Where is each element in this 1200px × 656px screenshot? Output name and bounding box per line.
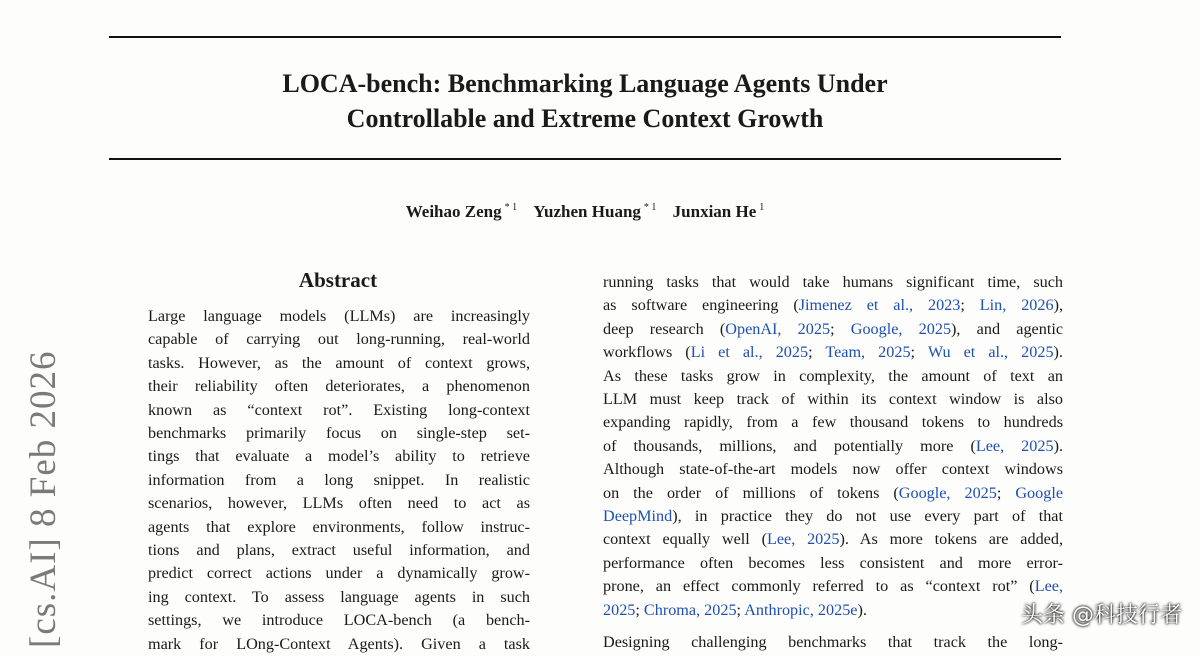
abstract-line: Large language models (LLMs) are increasingly	[148, 307, 530, 325]
intro-line	[603, 271, 1063, 294]
intro-text: as software engineering (	[603, 296, 799, 315]
intro-text: ;	[635, 600, 644, 619]
intro-text: performance often becomes less consistent and more error-	[603, 553, 1063, 572]
citation-link[interactable]: Li et al., 2025	[690, 343, 809, 362]
intro-line	[603, 458, 1063, 481]
abstract-line: tasks. However, as the amount of context grows,	[148, 353, 530, 372]
abstract-line: scenarios, however, LLMs often need to act as	[148, 494, 530, 513]
citation-link[interactable]: Google, 2025	[898, 483, 997, 502]
intro-text: ), and agentic	[951, 319, 1063, 338]
intro-line	[603, 388, 1063, 411]
intro-text: ). As more tokens are added,	[839, 530, 1063, 549]
abstract-line: benchmarks primarily focus on single-step set-	[148, 424, 530, 443]
author-1: Weihao Zeng $^{* 1}$	[405, 202, 518, 221]
paragraph-gap	[603, 622, 1063, 631]
top-rule	[109, 36, 1061, 38]
abstract-line: mark for LOng-Context Agents). Given a task	[148, 634, 530, 653]
intro-line	[603, 552, 1063, 575]
abstract-line: tings that evaluate a model’s ability to retrieve	[148, 447, 530, 466]
intro-text: ;	[960, 296, 980, 315]
intro-line	[603, 505, 1063, 528]
abstract-body	[148, 305, 530, 656]
citation-link[interactable]: 2025	[603, 600, 636, 619]
author-list	[109, 202, 1061, 222]
paper-title	[109, 66, 1061, 136]
intro-text: LLM must keep track of within its context window is also	[603, 390, 1063, 409]
intro-line	[603, 318, 1063, 341]
citation-link[interactable]: OpenAI, 2025	[725, 319, 831, 338]
intro-line	[603, 528, 1063, 551]
intro-line	[603, 341, 1063, 364]
abstract-line: known as “context rot”. Existing long-context	[148, 400, 530, 419]
abstract-line: ing context. To assess language agents in such	[148, 587, 530, 606]
citation-link[interactable]: Lee,	[1034, 577, 1063, 596]
intro-text: running tasks that would take humans significant time, such	[603, 273, 1063, 291]
intro-text: workflows (	[603, 343, 691, 362]
bottom-rule	[109, 158, 1061, 160]
abstract-line: settings, we introduce LOCA-bench (a bench-	[148, 611, 530, 630]
intro-line: Designing challenging benchmarks that track the long-	[603, 633, 1063, 652]
intro-text: Although state-of-the-art models now offer context windows	[603, 460, 1063, 479]
abstract-line: tions and plans, extract useful information, and	[148, 541, 530, 560]
intro-text: of thousands, millions, and potentially more (	[603, 436, 976, 455]
intro-line	[603, 575, 1063, 598]
intro-text: on the order of millions of tokens (	[603, 483, 899, 502]
intro-text: expanding rapidly, from a few thousand tokens to hundreds	[603, 413, 1063, 432]
abstract-line: their reliability often deteriorates, a phenomenon	[148, 377, 530, 396]
citation-link[interactable]: Google	[1015, 483, 1063, 502]
citation-link[interactable]: Lee, 2025	[975, 436, 1054, 455]
intro-line	[603, 435, 1063, 458]
title-line-1: LOCA-bench: Benchmarking Language Agents Under	[282, 69, 888, 98]
intro-text: ).	[1053, 436, 1063, 455]
intro-line	[603, 365, 1063, 388]
intro-text: ), in practice they do not use every part of that	[672, 507, 1063, 526]
citation-link[interactable]: Wu et al., 2025	[927, 343, 1054, 362]
intro-line	[603, 294, 1063, 317]
citation-link[interactable]: Lin, 2026	[979, 296, 1054, 315]
intro-text: ;	[910, 343, 928, 362]
intro-line	[603, 599, 1063, 622]
citation-link[interactable]: Chroma, 2025	[643, 600, 737, 619]
intro-text: ).	[1053, 343, 1063, 362]
citation-link[interactable]: Lee, 2025	[766, 530, 840, 549]
author-2: Yuzhen Huang $^{* 1}$	[533, 202, 657, 221]
intro-text: ),	[1053, 296, 1063, 315]
intro-line	[603, 482, 1063, 505]
citation-link[interactable]: DeepMind	[603, 507, 673, 526]
arxiv-side-label: [cs.AI] 8 Feb 2026	[23, 350, 64, 648]
citation-link[interactable]: Google, 2025	[850, 319, 952, 338]
citation-link[interactable]: Jimenez et al., 2023	[798, 296, 961, 315]
intro-text: ;	[808, 343, 826, 362]
abstract-line: agents that explore environments, follow instruc-	[148, 517, 530, 536]
citation-link[interactable]: Anthropic, 2025e	[744, 600, 858, 619]
citation-link[interactable]: Team, 2025	[825, 343, 911, 362]
abstract-heading: Abstract	[298, 268, 378, 292]
intro-text: ;	[830, 319, 851, 338]
intro-text: ).	[857, 600, 867, 619]
intro-text: deep research (	[603, 319, 726, 338]
abstract-line: predict correct actions under a dynamically grow-	[148, 564, 530, 583]
title-line-2: Controllable and Extreme Context Growth	[346, 104, 824, 133]
abstract-line: information from a long snippet. In realistic	[148, 470, 530, 489]
intro-text: As these tasks grow in complexity, the amount of text an	[603, 366, 1063, 385]
intro-line	[603, 411, 1063, 434]
intro-text: prone, an effect commonly referred to as “context rot” (	[603, 577, 1035, 596]
intro-column	[603, 271, 1063, 655]
intro-text: ;	[736, 600, 745, 619]
intro-text: context equally well (	[603, 530, 767, 549]
abstract-line: capable of carrying out long-running, real-world	[148, 330, 530, 349]
watermark: 头条 @科技行者	[1021, 603, 1182, 628]
author-3: Junxian He $^1$	[672, 202, 765, 221]
intro-text: ;	[996, 483, 1016, 502]
